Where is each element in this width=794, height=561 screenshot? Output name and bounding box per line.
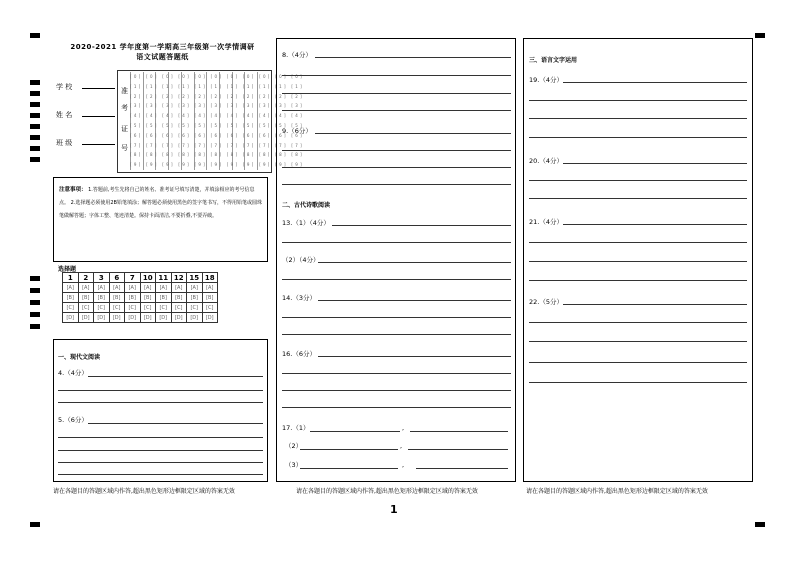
answer-line[interactable] xyxy=(58,402,263,403)
question-label: 5.（6分） xyxy=(58,416,88,424)
question-label: （2）（4分） xyxy=(282,256,320,264)
answer-line[interactable] xyxy=(282,75,511,76)
choice-bubble[interactable]: [C] xyxy=(156,303,172,313)
question-label: 21.（4分） xyxy=(529,218,563,226)
choice-bubble[interactable]: [B] xyxy=(94,293,110,303)
question-label: 19.（4分） xyxy=(529,76,563,84)
alignment-mark xyxy=(30,312,40,317)
comma-separator: , xyxy=(402,424,405,432)
exam-number-digit-row[interactable]: [6] [6] [6] [6] [6] [6] [6] [6] [6] [6] [6] xyxy=(130,132,304,138)
exam-number-label-char: 考 xyxy=(121,104,128,112)
name-field[interactable] xyxy=(56,110,115,120)
exam-title: 2020-2021 学年度第一学期高三年级第一次学情调研 xyxy=(70,43,255,51)
question-label: 16.（6分） xyxy=(282,350,316,358)
choice-bubble[interactable]: [C] xyxy=(125,303,141,313)
question-label: 17.（1） xyxy=(282,424,310,432)
answer-line[interactable] xyxy=(529,362,747,363)
school-input-line[interactable] xyxy=(82,82,115,89)
answer-line[interactable] xyxy=(408,449,508,450)
answer-line[interactable] xyxy=(318,262,511,263)
choice-label: 选择题 xyxy=(58,266,77,273)
answer-line[interactable] xyxy=(529,242,747,243)
answer-line[interactable] xyxy=(529,118,747,119)
alignment-mark xyxy=(30,91,40,96)
answer-line[interactable] xyxy=(529,280,747,281)
notice-item-2: 2.选择题必须使用2B铅笔填涂；解答题必须使用黑色的签字笔书写，不得用铅笔或圆珠笔做解答题；字体工整、笔迹清楚。保持卡面清洁,不要折叠,不要弄破。 xyxy=(59,200,262,219)
exam-number-digit-row[interactable]: [5] [5] [5] [5] [5] [5] [5] [5] [5] [5] [5] xyxy=(130,123,304,128)
school-label: 学 校 xyxy=(56,83,73,91)
answer-line[interactable] xyxy=(58,462,263,463)
choice-bubble[interactable]: [C] xyxy=(78,303,94,313)
choice-bubble[interactable]: [C] xyxy=(171,303,187,313)
alignment-mark xyxy=(30,300,40,305)
footer-warning: 请在各题目的答题区域内作答,超出黑色矩形边框限定区域的答案无效 xyxy=(526,488,708,495)
alignment-mark xyxy=(755,33,765,38)
choice-bubble[interactable]: [B] xyxy=(156,293,172,303)
choice-bubble[interactable]: [A] xyxy=(94,283,110,293)
question-label: 4.（4分） xyxy=(58,369,88,377)
alignment-mark xyxy=(30,33,40,38)
answer-line[interactable] xyxy=(282,279,511,280)
choice-bubble[interactable]: [B] xyxy=(140,293,156,303)
exam-number-label-char: 准 xyxy=(121,87,128,95)
answer-line[interactable] xyxy=(282,150,511,151)
alignment-mark xyxy=(30,276,40,281)
choice-bubble[interactable]: [A] xyxy=(202,283,218,293)
alignment-mark xyxy=(30,324,40,329)
choice-bubble[interactable]: [A] xyxy=(125,283,141,293)
choice-bubble[interactable]: [A] xyxy=(171,283,187,293)
choice-question-number: 11 xyxy=(156,273,172,283)
section-heading: 一、现代文阅读 xyxy=(58,354,101,361)
choice-bubble[interactable]: [D] xyxy=(78,313,94,323)
answer-line[interactable] xyxy=(563,224,747,225)
choice-bubble[interactable]: [D] xyxy=(187,313,203,323)
name-label: 姓 名 xyxy=(56,111,73,119)
answer-line[interactable] xyxy=(529,180,747,181)
answer-line[interactable] xyxy=(332,225,511,226)
notice-box xyxy=(53,177,268,262)
choice-question-number: 10 xyxy=(140,273,156,283)
exam-number-digit-row[interactable]: [9] [9] [9] [9] [9] [9] [9] [9] [9] [9] [9] xyxy=(130,162,304,168)
exam-number-digit-row[interactable]: [7] [7] [7] [7] [7] [7] [7] [7] [7] [7] [7] xyxy=(130,142,304,148)
choice-question-number: 18 xyxy=(202,273,218,283)
choice-bubble[interactable]: [A] xyxy=(78,283,94,293)
answer-line[interactable] xyxy=(318,356,511,357)
alignment-mark xyxy=(30,102,40,107)
comma-separator: , xyxy=(400,442,403,450)
exam-subtitle: 语文试题答题纸 xyxy=(136,53,189,61)
choice-bubble[interactable]: [D] xyxy=(171,313,187,323)
answer-panel-3 xyxy=(523,38,753,482)
choice-bubble[interactable]: [C] xyxy=(109,303,125,313)
answer-line[interactable] xyxy=(529,341,747,342)
answer-line[interactable] xyxy=(300,468,398,469)
question-label: （2） xyxy=(285,442,303,450)
exam-number-label-char: 证 xyxy=(121,125,128,133)
answer-line[interactable] xyxy=(563,163,747,164)
choice-bubble[interactable]: [A] xyxy=(109,283,125,293)
alignment-mark xyxy=(30,113,40,118)
question-label: 9.（6分） xyxy=(282,127,312,135)
choice-bubble[interactable]: [D] xyxy=(109,313,125,323)
choice-bubble[interactable]: [D] xyxy=(156,313,172,323)
exam-number-digit-row[interactable]: [2] [2] [2] [2] [2] [2] [2] [2] [2] [2] [2] xyxy=(130,93,304,99)
answer-line[interactable] xyxy=(282,334,511,335)
choice-bubble[interactable]: [B] xyxy=(125,293,141,303)
section-heading: 三、语言文字运用 xyxy=(529,57,578,64)
choice-bubble[interactable]: [A] xyxy=(63,283,79,293)
alignment-mark xyxy=(30,146,40,151)
exam-number-digit-row[interactable]: [1] [1] [1] [1] [1] [1] [1] [1] [1] [1] [1] xyxy=(130,83,304,89)
answer-line[interactable] xyxy=(88,376,263,377)
answer-line[interactable] xyxy=(58,474,263,475)
answer-line[interactable] xyxy=(563,82,747,83)
answer-line[interactable] xyxy=(315,57,511,58)
choice-option-row xyxy=(63,303,218,313)
question-label: 8.（4分） xyxy=(282,51,312,59)
question-label: 14.（3分） xyxy=(282,294,316,302)
alignment-mark xyxy=(30,80,40,85)
page-number: 1 xyxy=(390,503,398,516)
alignment-mark xyxy=(30,124,40,129)
answer-line[interactable] xyxy=(529,137,747,138)
choice-option-row xyxy=(63,313,218,323)
answer-line[interactable] xyxy=(58,437,263,438)
answer-line[interactable] xyxy=(88,423,263,424)
choice-question-number: 3 xyxy=(94,273,110,283)
answer-line[interactable] xyxy=(282,110,511,111)
name-input-line[interactable] xyxy=(82,110,115,117)
choice-bubble[interactable]: [C] xyxy=(202,303,218,313)
answer-line[interactable] xyxy=(318,300,511,301)
choice-question-number: 7 xyxy=(125,273,141,283)
choice-bubble[interactable]: [B] xyxy=(187,293,203,303)
question-label: 22.（5分） xyxy=(529,298,563,306)
question-label: （3） xyxy=(285,461,303,469)
class-label: 班 级 xyxy=(56,139,73,147)
alignment-mark xyxy=(30,288,40,293)
answer-line[interactable] xyxy=(282,407,511,408)
notice-heading: 注意事项： xyxy=(59,187,87,193)
choice-bubble[interactable]: [D] xyxy=(125,313,141,323)
choice-question-number: 2 xyxy=(78,273,94,283)
choice-header-row xyxy=(63,273,218,283)
choice-bubble[interactable]: [B] xyxy=(63,293,79,303)
answer-line[interactable] xyxy=(529,198,747,199)
choice-bubble[interactable]: [D] xyxy=(140,313,156,323)
answer-line[interactable] xyxy=(529,322,747,323)
footer-warning: 请在各题目的答题区域内作答,超出黑色矩形边框限定区域的答案无效 xyxy=(296,488,478,495)
answer-line[interactable] xyxy=(282,317,511,318)
answer-line[interactable] xyxy=(310,431,400,432)
exam-number-digit-row[interactable]: [4] [4] [4] [4] [4] [4] [4] [4] [4] [4] [4] xyxy=(130,113,304,119)
alignment-mark xyxy=(755,522,765,527)
answer-line[interactable] xyxy=(282,184,511,185)
notice-item-1: 1.答题前,考生先将自己的姓名、准考证号填写清楚，并填涂相应的考号信息点。 xyxy=(59,187,255,206)
alignment-mark xyxy=(30,135,40,140)
choice-bubble[interactable]: [B] xyxy=(202,293,218,303)
exam-number-label-char: 号 xyxy=(121,144,128,152)
choice-bubble[interactable]: [C] xyxy=(63,303,79,313)
choice-question-number: 1 xyxy=(63,273,79,283)
exam-number-digit-row[interactable]: [0] [0] [0] [0] [0] [0] [0] [0] [0] [0] [0] xyxy=(130,74,304,79)
alignment-mark xyxy=(30,157,40,162)
choice-question-number: 6 xyxy=(109,273,125,283)
choice-bubble[interactable]: [A] xyxy=(187,283,203,293)
answer-line[interactable] xyxy=(58,450,263,451)
choice-option-row xyxy=(63,293,218,303)
answer-line[interactable] xyxy=(410,431,508,432)
answer-line[interactable] xyxy=(315,133,511,134)
answer-line[interactable] xyxy=(282,390,511,391)
class-input-line[interactable] xyxy=(82,138,115,145)
answer-line[interactable] xyxy=(282,93,511,94)
question-label: 20.（4分） xyxy=(529,157,563,165)
answer-line[interactable] xyxy=(416,468,508,469)
alignment-mark xyxy=(30,522,40,527)
comma-separator: , xyxy=(402,461,405,469)
exam-number-digit-row[interactable]: [3] [3] [3] [3] [3] [3] [3] [3] [3] [3] [3] xyxy=(130,103,304,109)
choice-bubble[interactable]: [D] xyxy=(202,313,218,323)
choice-bubble[interactable]: [B] xyxy=(171,293,187,303)
choice-bubble[interactable]: [B] xyxy=(78,293,94,303)
exam-number-digit-row[interactable]: [8] [8] [8] [8] [8] [8] [8] [8] [8] [8] [8] xyxy=(130,152,304,158)
answer-line[interactable] xyxy=(563,304,747,305)
choice-bubble[interactable]: [D] xyxy=(63,313,79,323)
answer-line[interactable] xyxy=(529,382,747,383)
answer-line[interactable] xyxy=(58,390,263,391)
answer-line[interactable] xyxy=(282,167,511,168)
choice-question-number: 12 xyxy=(171,273,187,283)
choice-bubble[interactable]: [C] xyxy=(94,303,110,313)
choice-bubble[interactable]: [C] xyxy=(187,303,203,313)
question-label: 13.（1）（4分） xyxy=(282,219,330,227)
choice-question-number: 15 xyxy=(187,273,203,283)
answer-line[interactable] xyxy=(529,100,747,101)
choice-option-row xyxy=(63,283,218,293)
school-field[interactable] xyxy=(56,82,115,92)
class-field[interactable] xyxy=(56,138,115,148)
choice-bubble[interactable]: [A] xyxy=(140,283,156,293)
choice-bubble[interactable]: [C] xyxy=(140,303,156,313)
choice-bubble[interactable]: [D] xyxy=(94,313,110,323)
choice-bubble[interactable]: [B] xyxy=(109,293,125,303)
answer-line[interactable] xyxy=(529,261,747,262)
answer-line[interactable] xyxy=(282,242,511,243)
section-heading: 二、古代诗歌阅读 xyxy=(282,202,331,209)
answer-line[interactable] xyxy=(282,373,511,374)
footer-warning: 请在各题目的答题区域内作答,超出黑色矩形边框限定区域的答案无效 xyxy=(53,488,235,495)
choice-bubble[interactable]: [A] xyxy=(156,283,172,293)
choice-answer-table[interactable] xyxy=(62,272,218,323)
answer-line[interactable] xyxy=(300,449,398,450)
